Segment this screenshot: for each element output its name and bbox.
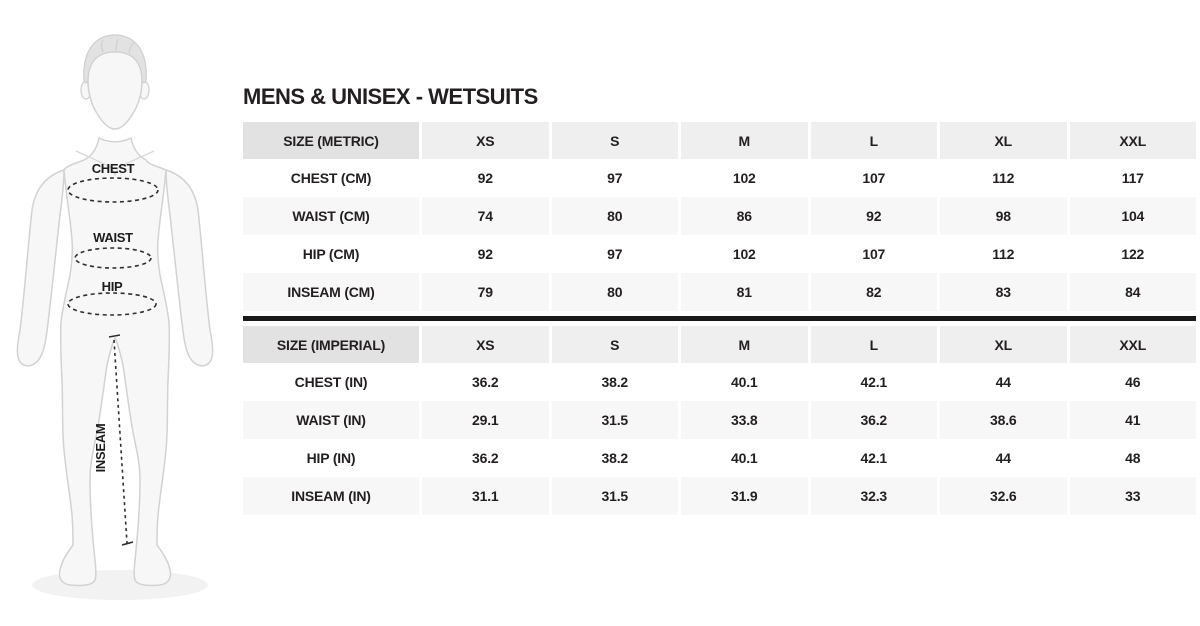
column-header: XXL	[1070, 326, 1197, 363]
column-header: XS	[422, 326, 549, 363]
column-header: XS	[422, 122, 549, 159]
table-cell: 102	[732, 170, 756, 186]
row-label: CHEST (IN)	[294, 374, 368, 390]
table-cell: 97	[607, 170, 623, 186]
table-cell: 29.1	[422, 401, 549, 439]
table-cell: 92	[477, 246, 493, 262]
table-cell: 44	[995, 374, 1011, 390]
column-header: L	[811, 122, 938, 159]
row-label: INSEAM (IN)	[243, 477, 419, 515]
table-cell: 42.1	[860, 374, 887, 390]
table-cell: 86	[681, 197, 808, 235]
table-cell: 33	[1070, 477, 1197, 515]
column-header: S	[552, 122, 679, 159]
table-cell: 81	[681, 273, 808, 311]
column-header: SIZE (IMPERIAL)	[243, 326, 419, 363]
table-row	[243, 235, 1196, 273]
table-cell: 79	[422, 273, 549, 311]
table-cell: 36.2	[472, 374, 499, 390]
table-cell: 102	[732, 246, 756, 262]
table-cell: 44	[995, 450, 1011, 466]
table-cell: 31.9	[681, 477, 808, 515]
size-chart-content	[243, 84, 1196, 515]
table-cell: 33.8	[681, 401, 808, 439]
table-cell: 98	[940, 197, 1067, 235]
table-cell: 80	[552, 197, 679, 235]
left-arm	[17, 170, 64, 366]
body-measurement-figure	[0, 0, 240, 626]
column-header: M	[681, 326, 808, 363]
table-cell: 32.3	[811, 477, 938, 515]
table-cell: 84	[1070, 273, 1197, 311]
inseam-label: INSEAM	[93, 423, 108, 473]
table-cell: 38.6	[940, 401, 1067, 439]
table-cell: 107	[862, 170, 886, 186]
imperial-header-row	[243, 326, 1196, 363]
table-cell: 32.6	[940, 477, 1067, 515]
table-cell: 74	[422, 197, 549, 235]
row-label: CHEST (CM)	[290, 170, 372, 186]
imperial-size-table	[243, 326, 1196, 515]
table-cell: 82	[811, 273, 938, 311]
table-cell: 80	[552, 273, 679, 311]
table-row	[243, 439, 1196, 477]
column-header: S	[552, 326, 679, 363]
table-cell: 107	[862, 246, 886, 262]
column-header: XXL	[1070, 122, 1197, 159]
table-row	[243, 401, 1196, 439]
right-arm	[166, 170, 213, 366]
row-label: HIP (IN)	[306, 450, 356, 466]
metric-header-row	[243, 122, 1196, 159]
column-header: M	[681, 122, 808, 159]
table-cell: 42.1	[860, 450, 887, 466]
table-cell: 40.1	[731, 374, 758, 390]
table-cell: 48	[1125, 450, 1141, 466]
table-cell: 41	[1070, 401, 1197, 439]
table-cell: 92	[811, 197, 938, 235]
table-cell: 46	[1125, 374, 1141, 390]
table-cell: 38.2	[601, 374, 628, 390]
table-cell: 117	[1121, 170, 1144, 186]
table-cell: 122	[1121, 246, 1145, 262]
metric-size-table	[243, 122, 1196, 311]
table-row	[243, 477, 1196, 515]
body-silhouette-graphic	[0, 0, 240, 626]
table-divider	[243, 316, 1196, 321]
table-row	[243, 363, 1196, 401]
table-row	[243, 273, 1196, 311]
table-row	[243, 159, 1196, 197]
table-cell: 36.2	[472, 450, 499, 466]
column-header: L	[811, 326, 938, 363]
table-cell: 112	[992, 246, 1015, 262]
column-header: XL	[940, 326, 1067, 363]
table-cell: 112	[992, 170, 1015, 186]
row-label: WAIST (CM)	[243, 197, 419, 235]
waist-label: WAIST	[93, 230, 133, 245]
table-cell: 104	[1070, 197, 1197, 235]
table-cell: 92	[477, 170, 493, 186]
table-cell: 36.2	[811, 401, 938, 439]
row-label: INSEAM (CM)	[243, 273, 419, 311]
hip-label: HIP	[101, 279, 123, 294]
table-cell: 31.1	[422, 477, 549, 515]
table-cell: 38.2	[601, 450, 628, 466]
table-cell: 97	[607, 246, 623, 262]
row-label: HIP (CM)	[302, 246, 360, 262]
table-cell: 31.5	[552, 401, 679, 439]
table-cell: 83	[940, 273, 1067, 311]
column-header: XL	[940, 122, 1067, 159]
row-label: WAIST (IN)	[243, 401, 419, 439]
table-cell: 40.1	[731, 450, 758, 466]
table-row	[243, 197, 1196, 235]
chest-label: CHEST	[91, 161, 135, 176]
page-title: MENS & UNISEX - WETSUITS	[243, 84, 538, 109]
table-cell: 31.5	[552, 477, 679, 515]
column-header: SIZE (METRIC)	[243, 122, 419, 159]
floor-shadow	[32, 570, 208, 600]
